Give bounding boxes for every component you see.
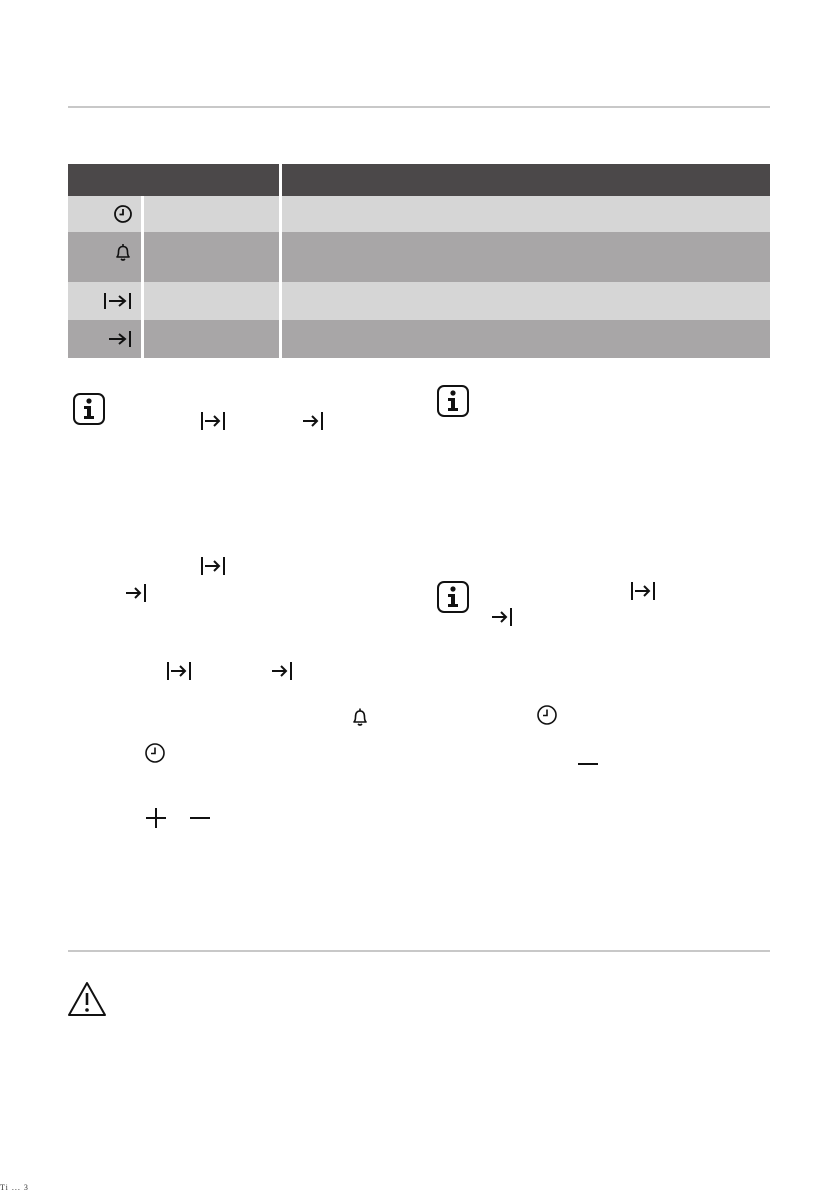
bottom-divider — [68, 950, 770, 952]
row-icon-cell — [68, 320, 143, 358]
bell-icon — [113, 242, 133, 262]
duration-icon — [630, 580, 656, 602]
top-divider — [68, 106, 770, 108]
end-time-icon — [490, 606, 514, 628]
info-icon — [436, 384, 470, 418]
page-footer-fragment: Ti ... 3 — [0, 1183, 29, 1192]
header-cell-function — [68, 164, 281, 196]
end-time-icon — [301, 410, 325, 432]
row-description-cell — [281, 320, 771, 358]
table-row-clock — [68, 196, 770, 232]
row-description-cell — [281, 232, 771, 282]
table-row-end — [68, 320, 770, 358]
duration-icon — [200, 410, 226, 432]
duration-icon — [103, 291, 133, 311]
info-icon — [72, 392, 106, 426]
bell-icon — [350, 706, 370, 728]
row-icon-cell — [68, 282, 143, 320]
duration-icon — [200, 555, 226, 577]
row-description-cell — [281, 196, 771, 232]
row-name-cell — [143, 282, 281, 320]
minus-icon — [188, 806, 212, 830]
row-icon-cell — [68, 196, 143, 232]
minus-icon — [576, 752, 600, 776]
clock-functions-table — [68, 164, 770, 358]
table-row-minute-minder — [68, 232, 770, 282]
clock-icon — [144, 742, 166, 764]
row-icon-cell — [68, 232, 143, 282]
row-name-cell — [143, 232, 281, 282]
table-header — [68, 164, 770, 196]
plus-icon — [144, 806, 168, 830]
end-time-icon — [107, 329, 133, 349]
row-name-cell — [143, 320, 281, 358]
warning-icon — [66, 980, 108, 1018]
end-time-icon — [270, 660, 294, 682]
duration-icon — [166, 660, 192, 682]
table-row-duration — [68, 282, 770, 320]
clock-icon — [536, 704, 558, 726]
end-time-icon — [124, 582, 148, 604]
info-icon — [436, 580, 470, 614]
row-description-cell — [281, 282, 771, 320]
clock-icon — [113, 204, 133, 224]
header-cell-description — [281, 164, 771, 196]
row-name-cell — [143, 196, 281, 232]
